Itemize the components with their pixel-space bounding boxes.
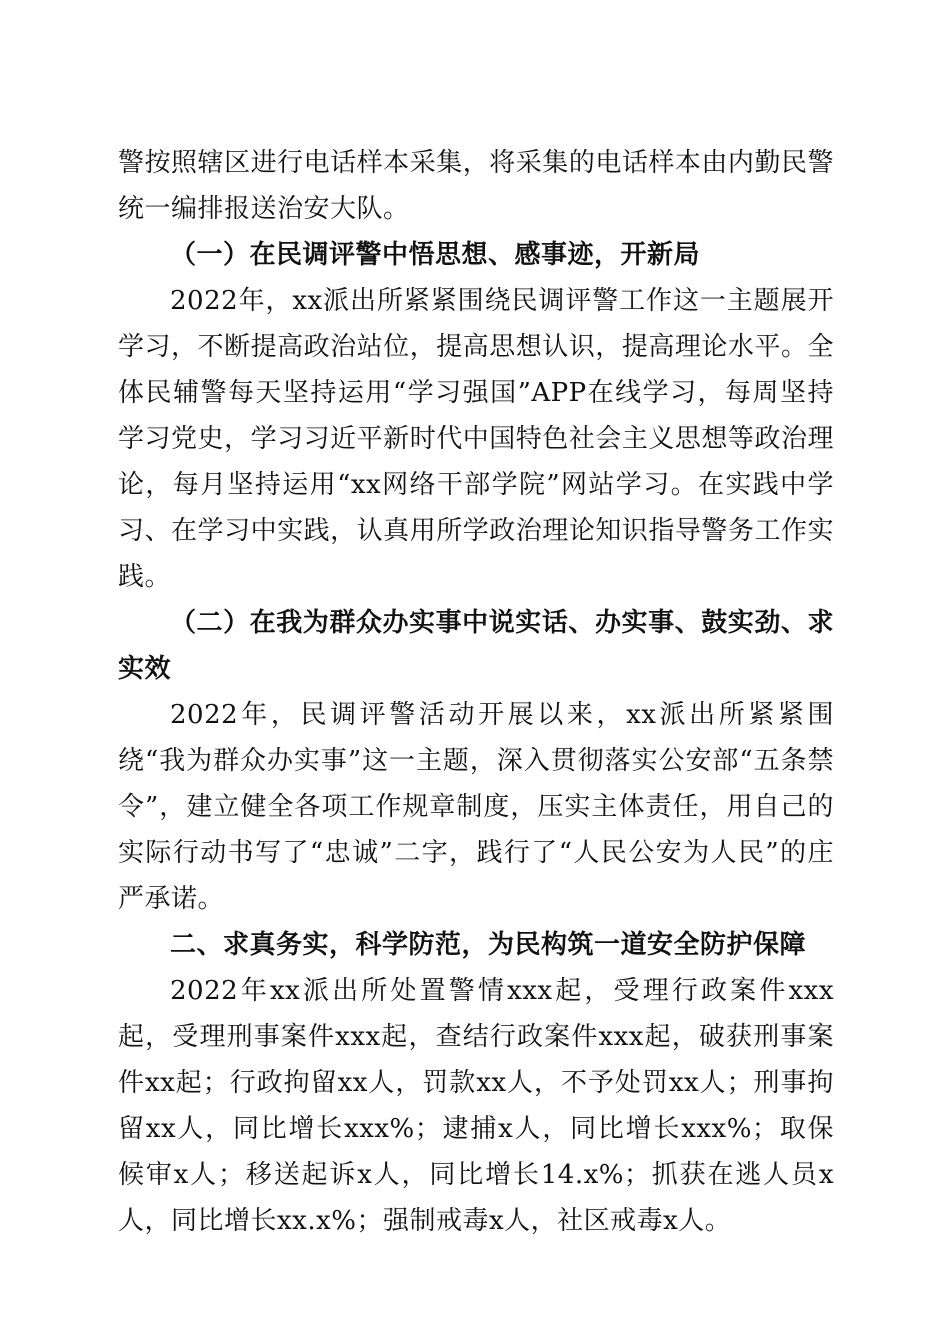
paragraph-continuation: 警按照辖区进行电话样本采集，将采集的电话样本由内勤民警统一编排报送治安大队。	[118, 148, 834, 224]
paragraph-study: 2022年，xx派出所紧紧围绕民调评警工作这一主题展开学习，不断提高政治站位，提高思想认识，提高理论水平。全体民辅警每天坚持运用“学习强国”APP在线学习，每周坚持学习党史，学习习近平新时代中国特色社会主义思想等政治理论，每月坚持运用“xx网络干部学院”网站学习。在实践中学习、在学习中实践，认真用所学政治理论知识指导警务工作实践。	[118, 286, 834, 592]
subheading-one: （一）在民调评警中悟思想、感事迹，开新局	[170, 240, 701, 270]
document-body	[118, 140, 834, 1244]
paragraph-statistics: 2022年xx派出所处置警情xxx起，受理行政案件xxx起，受理刑事案件xxx起，查结行政案件xxx起，破获刑事案件xx起；行政拘留xx人，罚款xx人，不予处罚xx人；刑事拘留xx人，同比增长xxx%；逮捕x人，同比增长xxx%；取保候审x人；移送起诉x人，同比增长14.x%；抓获在逃人员x人，同比增长xx.x%；强制戒毒x人，社区戒毒x人。	[118, 976, 834, 1236]
paragraph-practical-work: 2022年，民调评警活动开展以来，xx派出所紧紧围绕“我为群众办实事”这一主题，深入贯彻落实公安部“五条禁令”，建立健全各项工作规章制度，压实主体责任，用自己的实际行动书写了“忠诚”二字，践行了“人民公安为人民”的庄严承诺。	[118, 700, 834, 914]
subheading-two: （二）在我为群众办实事中说实话、办实事、鼓实劲、求实效	[118, 608, 834, 684]
section-heading-two: 二、求真务实，科学防范，为民构筑一道安全防护保障	[170, 930, 807, 960]
